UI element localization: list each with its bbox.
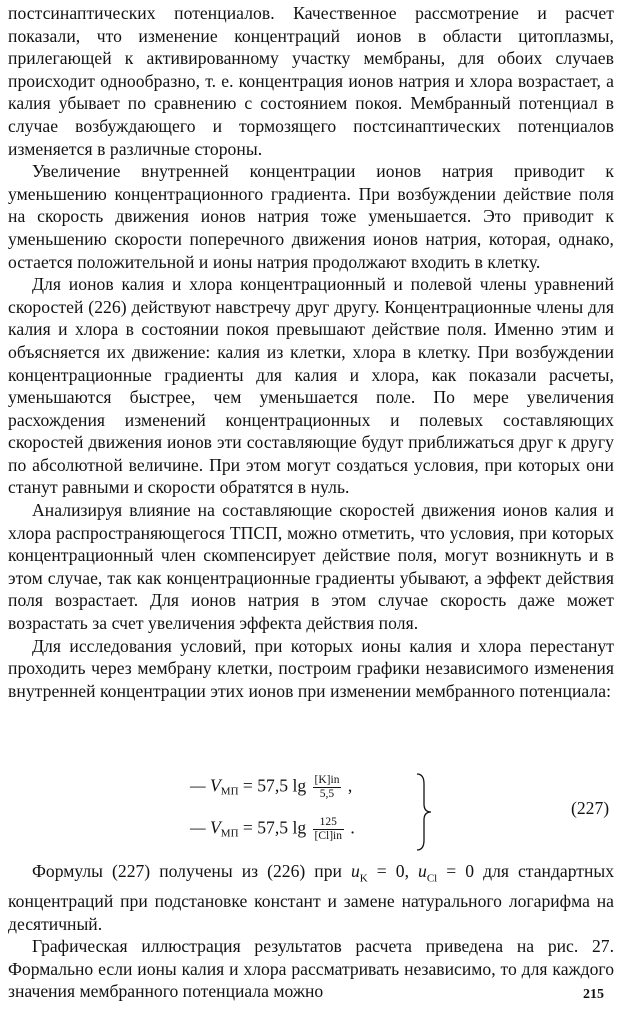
denominator: 5,5 — [319, 788, 335, 800]
paragraph-4: Анализируя влияние на составляющие скоростей движения ионов калия и хлора распространяющегося ТПСП, можно отметить, что условия, при которых концентрационный член скомпенсирует действие поля, могут возникнуть и в этом случае, так как концентрационные градиенты убывают, а эффект действия поля возрастает. Для ионов натрия в этом случае скорость даже может возрастать за счет увеличения эффекта действия поля. — [8, 500, 614, 634]
paragraph-1: постсинаптических потенциалов. Качественное рассмотрение и расчет показали, что изменение концентраций ионов в области цитоплазмы, прилегающей к активированному участку мембраны, для обоих случаев происходит однообразно, т. е. концентрация ионов натрия и хлора возрастает, а калия убывает по сравнению с состоянием покоя. Мембранный потенциал в случае возбуждающего и тормозящего постсинаптических потенциалов изменяется в различные стороны. — [8, 3, 614, 159]
text-run: = 0 для стандартных концентраций при подстановке констант и замене натурального логарифма на десятичный. — [8, 861, 614, 934]
page-number: 215 — [583, 987, 604, 1002]
denominator: [Cl]in — [314, 830, 343, 842]
paragraph-6 — [8, 860, 614, 935]
fraction — [313, 774, 342, 801]
equation-number: (227) — [571, 798, 610, 818]
punct: , — [343, 775, 353, 796]
body-text — [8, 2, 614, 702]
numerator: 125 — [313, 816, 344, 830]
equation-227 — [0, 768, 620, 856]
punct: . — [346, 817, 355, 838]
variable: u — [350, 861, 360, 881]
subscript: K — [359, 872, 368, 885]
equals: = 57,5 lg — [238, 775, 311, 796]
subscript: Cl — [426, 872, 438, 885]
paragraph-3: Для ионов калия и хлора концентрационный и полевой члены уравнений скоростей (226) действуют навстречу друг другу. Концентрационные члены для калия и хлора в состоянии покоя превышают действие поля. Именно этим и объясняется их движение: калия из клетки, хлора в клетку. При возбуждении концентрационные градиенты для калия и хлора, как показали расчеты, уменьшаются быстрее, чем уменьшается поле. По мере увеличения расхождения изменений концентрационных и полевых составляющих скоростей движения ионов эти составляющие будут приближаться друг к другу по абсолютной величине. При этом могут создаться условия, при которых они станут равными и скорости обратятся в нуль. — [8, 274, 614, 498]
lhs: — V — [190, 775, 221, 796]
paragraph-5: Для исследования условий, при которых ионы калия и хлора перестанут проходить через мембрану клетки, построим графики независимого изменения внутренней концентрации этих ионов при изменении мембранного потенциала: — [8, 635, 614, 701]
variable: u — [418, 861, 427, 881]
equals: = 57,5 lg — [238, 817, 311, 838]
paragraph-7: Графическая иллюстрация результатов расчета приведена на рис. 27. Формально если ионы калия и хлора рассматривать независимо, то для каждого значения мембранного потенциала можно — [8, 936, 614, 1002]
equation-row-chlorine — [190, 816, 355, 843]
fraction — [313, 816, 344, 843]
subscript: МП — [220, 785, 239, 798]
text-run: Формулы (227) получены из (226) при — [32, 861, 351, 881]
text-run: = 0, — [367, 861, 419, 881]
subscript: МП — [220, 827, 239, 840]
body-text-continued — [8, 860, 614, 1003]
right-brace-icon — [415, 772, 433, 852]
paragraph-2: Увеличение внутренней концентрации ионов натрия приводит к уменьшению концентрационного градиента. При возбуждении действие поля на скорость движения ионов натрия тоже уменьшается. Это приводит к уменьшению скорости поперечного движения ионов натрия, которая, однако, остается положительной и ионы натрия продолжают входить в клетку. — [8, 161, 614, 272]
equation-row-potassium — [190, 774, 352, 801]
numerator: [K]in — [314, 774, 340, 786]
lhs: — V — [190, 817, 221, 838]
